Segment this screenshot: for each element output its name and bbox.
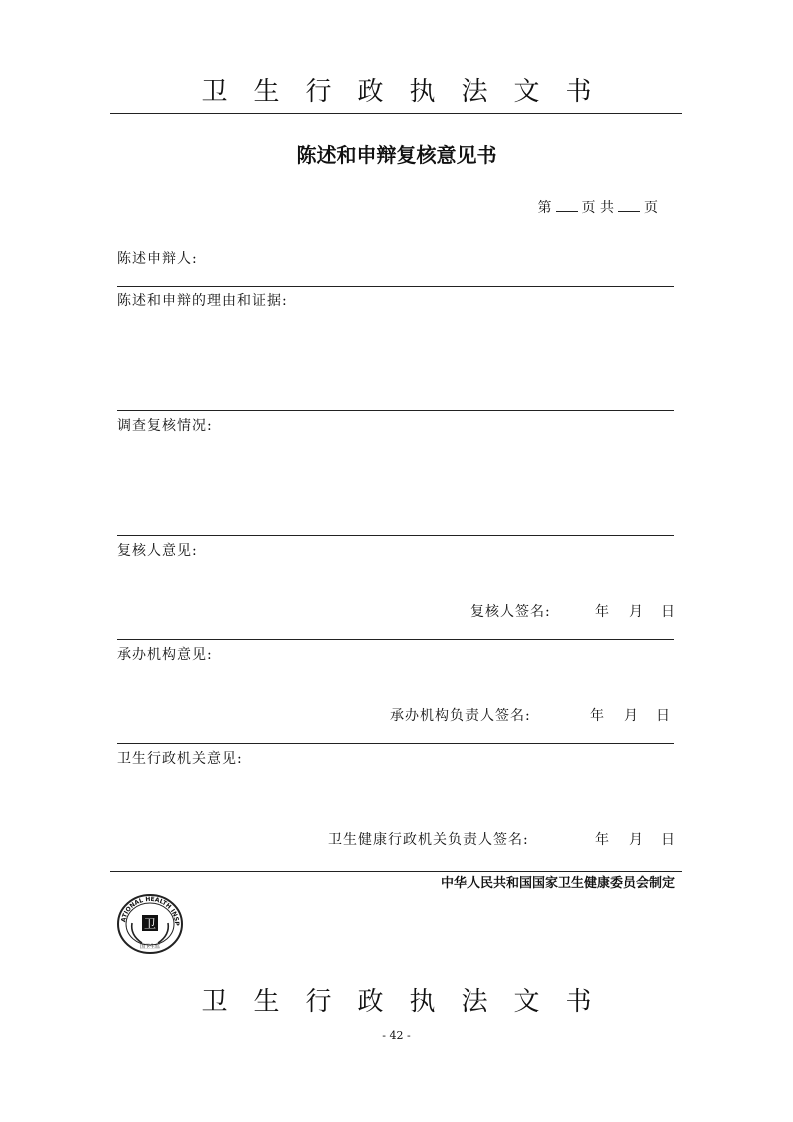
organizer-year: 年	[590, 708, 604, 724]
pager-suffix: 页	[644, 200, 658, 216]
authority-year: 年	[595, 832, 609, 848]
reviewer-year: 年	[595, 604, 609, 620]
pager	[538, 196, 658, 220]
investigation-label: 调查复核情况:	[117, 418, 213, 434]
pager-middle: 页 共	[581, 200, 614, 216]
emblem-bottom-text: 国卫生监	[139, 944, 161, 950]
reviewer-day: 日	[661, 604, 675, 620]
organizer-day: 日	[656, 708, 670, 724]
header-rule	[110, 113, 682, 114]
emblem-ring-text: ATIONAL HEALTH INSP	[120, 895, 181, 926]
footer-title: 卫生行政执法文书	[201, 987, 618, 1017]
organizer-rule	[117, 743, 674, 744]
authority-signature-label: 卫生健康行政机关负责人签名:	[328, 832, 529, 848]
total-pages-blank[interactable]	[618, 197, 640, 212]
reasons-rule	[117, 410, 674, 411]
organizer-label: 承办机构意见:	[117, 647, 213, 663]
authority-date	[595, 829, 675, 851]
party-label: 陈述申辩人:	[117, 251, 198, 267]
health-inspection-emblem-icon	[116, 893, 184, 955]
authority-month: 月	[629, 832, 643, 848]
document-title: 陈述和申辩复核意见书	[296, 143, 497, 167]
reviewer-month: 月	[629, 604, 643, 620]
authority-day: 日	[661, 832, 675, 848]
reviewer-label: 复核人意见:	[117, 543, 198, 559]
footer-rule	[110, 871, 682, 872]
reviewer-date	[595, 601, 675, 623]
organizer-signature-label: 承办机构负责人签名:	[390, 708, 531, 724]
issuing-authority: 中华人民共和国国家卫生健康委员会制定	[440, 876, 675, 891]
party-rule	[117, 286, 674, 287]
organizer-date	[590, 705, 670, 727]
investigation-rule	[117, 535, 674, 536]
header-title: 卫生行政执法文书	[201, 77, 618, 107]
reviewer-rule	[117, 639, 674, 640]
page-number: - 42 -	[382, 1029, 411, 1042]
authority-label: 卫生行政机关意见:	[117, 751, 243, 767]
organizer-month: 月	[624, 708, 638, 724]
reasons-label: 陈述和申辩的理由和证据:	[117, 293, 288, 309]
pager-prefix: 第	[537, 200, 552, 216]
emblem-center-char: 卫	[143, 917, 157, 931]
reviewer-signature-label: 复核人签名:	[470, 604, 551, 620]
current-page-blank[interactable]	[556, 197, 578, 212]
